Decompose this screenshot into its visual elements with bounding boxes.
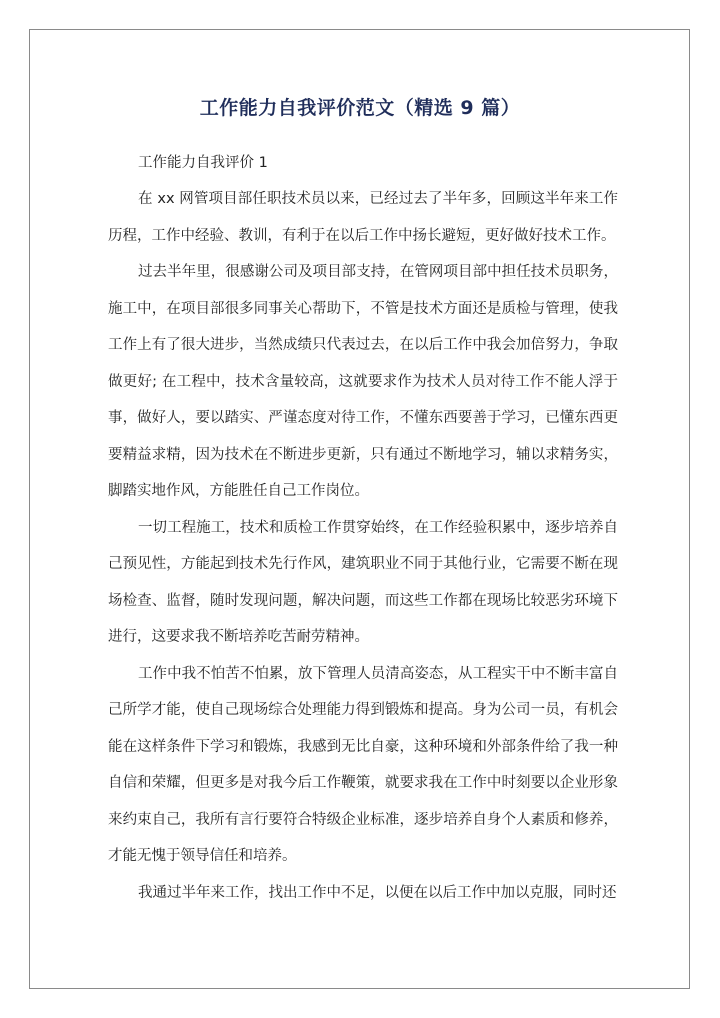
paragraph: 我通过半年来工作，找出工作中不足，以便在以后工作中加以克服，同时还 bbox=[138, 884, 617, 901]
document-title: 工作能力自我评价范文（精选 9 篇） bbox=[199, 97, 521, 119]
paragraph: 工作中我不怕苦不怕累，放下管理人员清高姿态，从工程实干中不断丰富自己所学才能，使自己现场综合处理能力得到锻炼和提高。身为公司一员，有机会能在这样条件下学习和锻炼，我感到无比自豪，这种环境和外部条件给了我一种自信和荣耀，但更多是对我今后工作鞭策，就要求我在工作中时刻要以企业形象来约束自己，我所有言行要符合特级企业标准，逐步培养自身个人素质和修养，才能无愧于领导信任和培养。 bbox=[108, 665, 618, 864]
document-body bbox=[108, 145, 618, 911]
paragraph: 过去半年里，很感谢公司及项目部支持，在管网项目部中担任技术员职务，施工中，在项目部很多同事关心帮助下，不管是技术方面还是质检与管理，使我工作上有了很大进步，当然成绩只代表过去，在以后工作中我会加倍努力，争取做更好; 在工程中，技术含量较高，这就要求作为技术人员对待工作不能人浮于事，做好人，要以踏实、严谨态度对待工作，不懂东西要善于学习，已懂东西更要精益求精，因为技术在不断进步更新，只有通过不断地学习，辅以求精务实，脚踏实地作风，方能胜任自己工作岗位。 bbox=[108, 264, 618, 499]
paragraph: 一切工程施工，技术和质检工作贯穿始终，在工作经验积累中，逐步培养自己预见性，方能起到技术先行作风，建筑职业不同于其他行业，它需要不断在现场检查、监督，随时发现问题，解决问题，而这些工作都在现场比较恶劣环境下进行，这要求我不断培养吃苦耐劳精神。 bbox=[108, 519, 618, 645]
paragraph: 在 xx 网管项目部任职技术员以来，已经过去了半年多，回顾这半年来工作历程，工作中经验、教训，有利于在以后工作中扬长避短，更好做好技术工作。 bbox=[108, 191, 618, 244]
section-heading: 工作能力自我评价 1 bbox=[138, 155, 268, 171]
